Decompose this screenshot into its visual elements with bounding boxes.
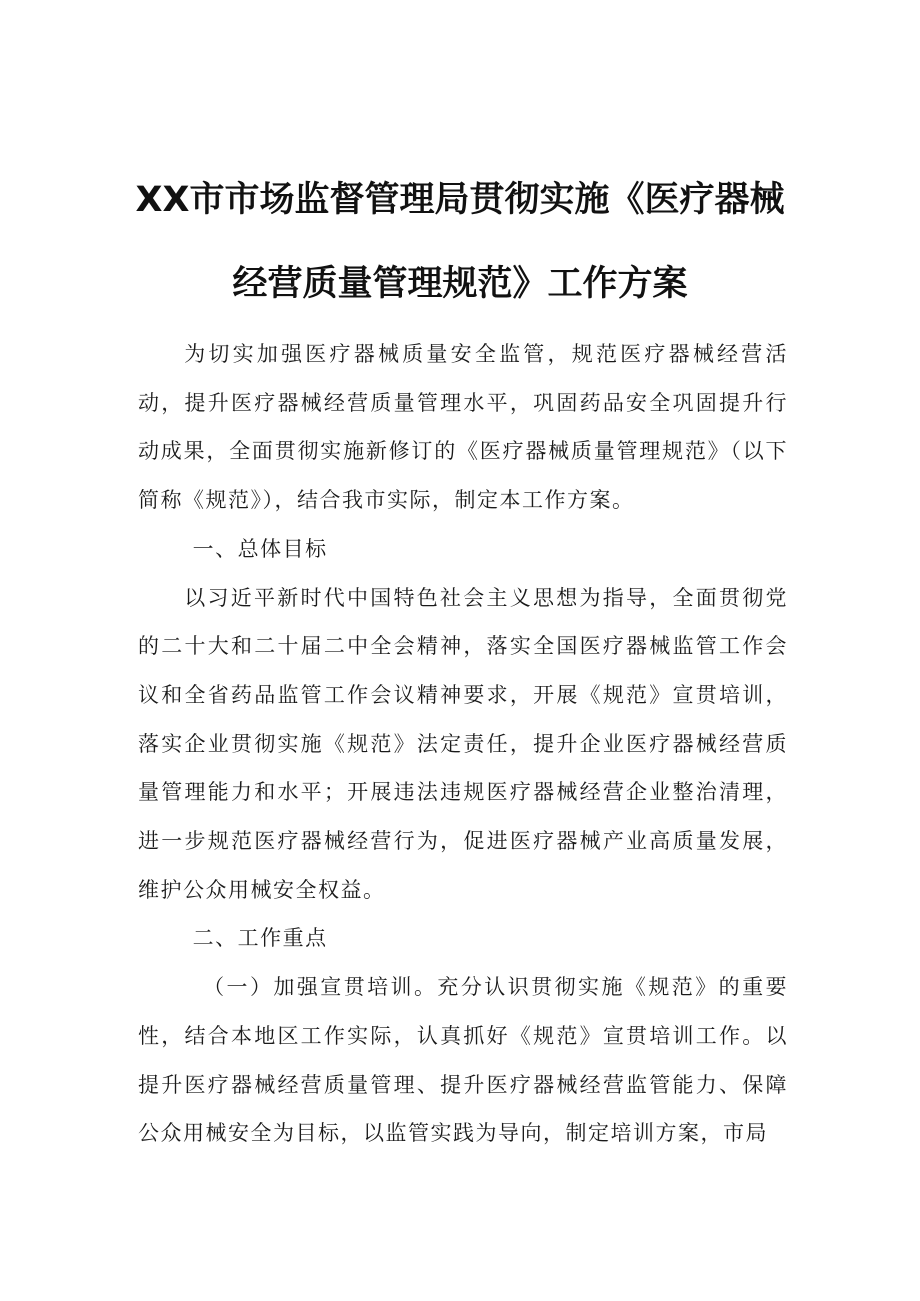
document-body — [138, 330, 788, 1158]
title-line-2: 经营质量管理规范》工作方案 — [232, 264, 688, 304]
section-1-heading: 一、总体目标 — [192, 536, 328, 561]
document-title — [130, 158, 790, 326]
section-2-heading: 二、工作重点 — [192, 926, 328, 951]
title-line-1: XX市市场监督管理局贯彻实施《医疗器械 — [135, 180, 785, 220]
section-2-item-1-paragraph: （一）加强宣贯培训。充分认识贯彻实施《规范》的重要性，结合本地区工作实际，认真抓好《规范》宣贯培训工作。以提升医疗器械经营质量管理、提升医疗器械经营监管能力、保障公众用械安全为目标，以监管实践为导向，制定培训方案，市局 — [138, 975, 788, 1146]
intro-paragraph: 为切实加强医疗器械质量安全监管，规范医疗器械经营活动，提升医疗器械经营质量管理水平，巩固药品安全巩固提升行动成果，全面贯彻实施新修订的《医疗器械质量管理规范》（以下简称《规范》），结合我市实际，制定本工作方案。 — [138, 342, 788, 513]
section-1-paragraph: 以习近平新时代中国特色社会主义思想为指导，全面贯彻党的二十大和二十届二中全会精神，落实全国医疗器械监管工作会议和全省药品监管工作会议精神要求，开展《规范》宣贯培训，落实企业贯彻实施《规范》法定责任，提升企业医疗器械经营质量管理能力和水平；开展违法违规医疗器械经营企业整治清理，进一步规范医疗器械经营行为，促进医疗器械产业高质量发展，维护公众用械安全权益。 — [138, 585, 788, 902]
